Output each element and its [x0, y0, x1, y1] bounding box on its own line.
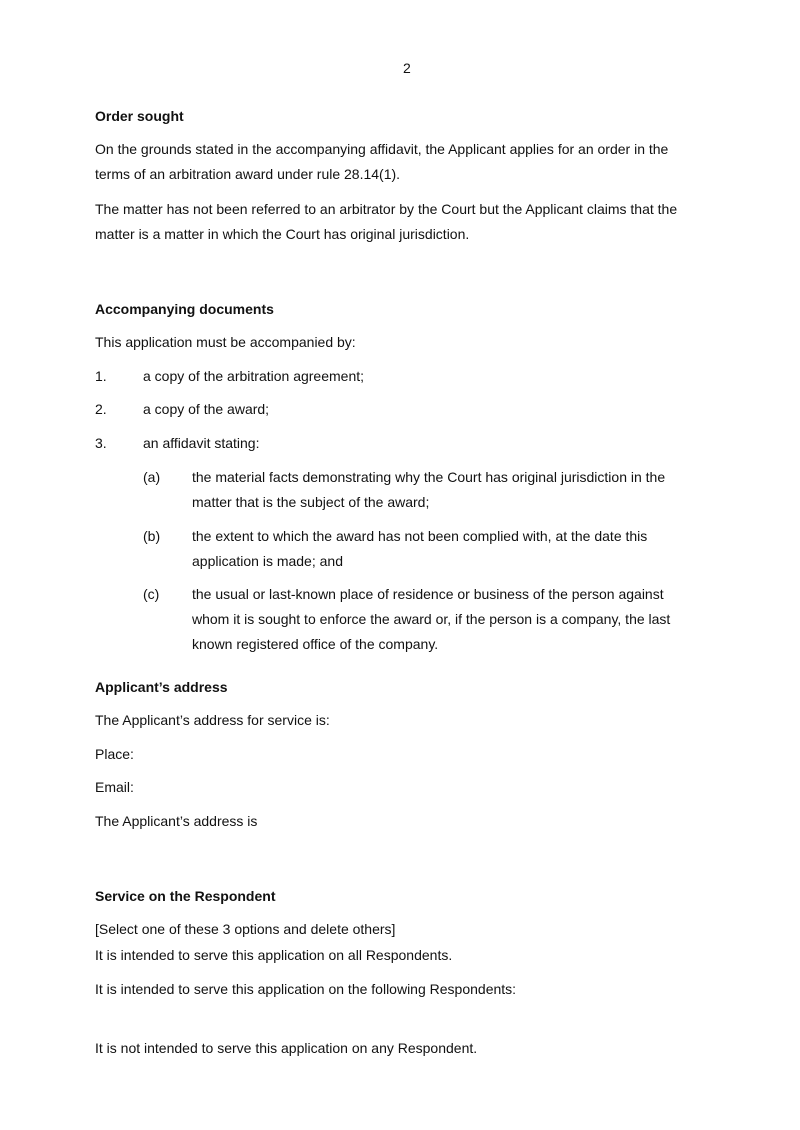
service-option-none: It is not intended to serve this application on any Respondent. — [95, 1040, 478, 1056]
email-label: Email: — [95, 779, 134, 795]
list-item-number: 1. — [95, 368, 107, 384]
order-sought-paragraph-2-line-1: The matter has not been referred to an arbitrator by the Court but the Applicant claims that the — [95, 201, 678, 217]
sublist-item-line: whom it is sought to enforce the award or, if the person is a company, the last — [192, 611, 671, 627]
applicant-service-address-line: The Applicant’s address for service is: — [95, 712, 330, 728]
service-instruction: [Select one of these 3 options and delete others] — [95, 921, 396, 937]
accompanying-documents-intro: This application must be accompanied by: — [95, 334, 356, 350]
order-sought-paragraph-2-line-2: matter is a matter in which the Court has original jurisdiction. — [95, 226, 470, 242]
list-item-text: a copy of the award; — [143, 401, 270, 417]
sublist-item-line: matter that is the subject of the award; — [192, 494, 430, 510]
applicant-address-heading: Applicant’s address — [95, 679, 228, 695]
sublist-item-line: known registered office of the company. — [192, 636, 439, 652]
order-sought-heading: Order sought — [95, 108, 184, 124]
applicant-address-line: The Applicant’s address is — [95, 813, 258, 829]
sublist-item-line: the extent to which the award has not been complied with, at the date this — [192, 528, 648, 544]
list-item-text: a copy of the arbitration agreement; — [143, 368, 365, 384]
order-sought-paragraph-1-line-1: On the grounds stated in the accompanying affidavit, the Applicant applies for an order in the — [95, 141, 669, 157]
list-item-number: 2. — [95, 401, 107, 417]
accompanying-documents-heading: Accompanying documents — [95, 301, 274, 317]
sublist-item-line: the usual or last-known place of residence or business of the person against — [192, 586, 664, 602]
sublist-item-line: the material facts demonstrating why the Court has original jurisdiction in the — [192, 469, 666, 485]
sublist-item-line: application is made; and — [192, 553, 343, 569]
sublist-item-label: (a) — [143, 469, 161, 485]
service-heading: Service on the Respondent — [95, 888, 276, 904]
service-option-all: It is intended to serve this application on all Respondents. — [95, 947, 453, 963]
service-option-following: It is intended to serve this application on the following Respondents: — [95, 981, 517, 997]
list-item-number: 3. — [95, 435, 107, 451]
page-number: 2 — [403, 60, 411, 76]
order-sought-paragraph-1-line-2: terms of an arbitration award under rule 28.14(1). — [95, 166, 401, 182]
list-item-text: an affidavit stating: — [143, 435, 260, 451]
sublist-item-label: (b) — [143, 528, 161, 544]
place-label: Place: — [95, 746, 134, 762]
sublist-item-label: (c) — [143, 586, 160, 602]
